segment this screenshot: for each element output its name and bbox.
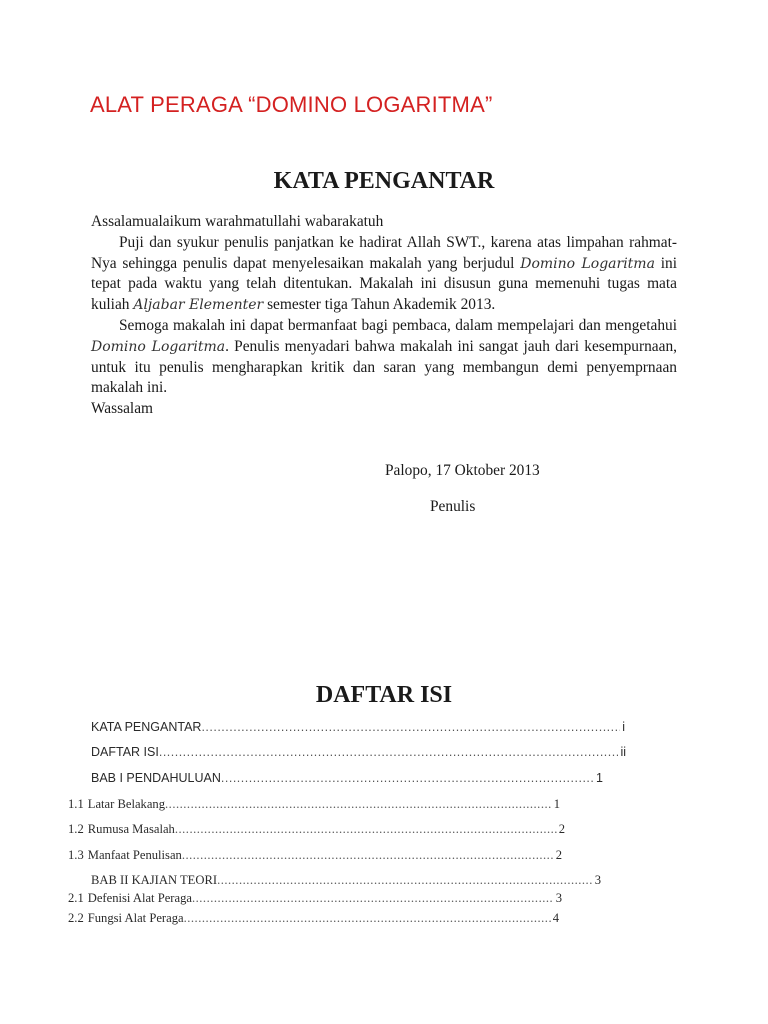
toc-entry-label: KATA PENGANTAR <box>91 720 202 734</box>
toc-entry-number: 1.3 <box>68 848 84 862</box>
toc-leader-dots <box>165 797 552 812</box>
toc-leader-dots <box>201 720 620 734</box>
toc-entry-page: 1 <box>553 797 560 811</box>
paragraph-1-text-c: semester tiga Tahun Akademik 2013. <box>263 296 496 314</box>
greeting-text: Assalamualaikum warahmatullahi wabarakatuh <box>91 213 384 230</box>
paragraph-1-italic-course: Aljabar Elementer <box>133 297 264 314</box>
toc-entry-page: 3 <box>555 891 562 905</box>
toc-leader-dots <box>221 771 594 785</box>
daftar-isi-heading: DAFTAR ISI <box>315 682 453 708</box>
toc-entry-label: Manfaat Penulisan <box>87 848 182 862</box>
toc-entry-1-3[interactable] <box>68 848 562 863</box>
toc-entry-label: Rumusa Masalah <box>87 822 175 836</box>
toc-entry-page: 3 <box>594 873 601 887</box>
toc-entry-page: ii <box>620 745 626 759</box>
toc-entry-1-2[interactable] <box>68 822 565 837</box>
toc-entry-bab-2[interactable] <box>91 873 601 888</box>
toc-entry-page: i <box>622 720 625 734</box>
toc-entry-label: Fungsi Alat Peraga <box>87 911 184 925</box>
author-signature-label: Penulis <box>430 498 476 515</box>
toc-entry-number: 1.2 <box>68 822 84 836</box>
toc-entry-label: BAB II KAJIAN TEORI <box>91 873 218 887</box>
toc-entry-kata-pengantar[interactable] <box>91 720 625 734</box>
toc-entry-bab-1[interactable] <box>91 771 603 785</box>
place-date: Palopo, 17 Oktober 2013 <box>385 462 540 479</box>
paragraph-2-text-b: . Penulis menyadari bahwa makalah ini sangat jauh dari kesempurnaan, untuk itu penulis mengharapkan kritik dan saran yang membangun demi penyemprnaan makalah ini. <box>91 337 677 397</box>
paragraph-2-italic-title: Domino Logaritma <box>91 338 226 355</box>
kata-pengantar-body <box>91 212 677 420</box>
toc-entry-label: DAFTAR ISI <box>91 745 159 759</box>
toc-leader-dots <box>175 822 557 837</box>
toc-leader-dots <box>182 848 554 863</box>
toc-entry-label: Defenisi Alat Peraga <box>87 891 192 905</box>
toc-entry-number: 2.1 <box>68 891 84 905</box>
toc-entry-page: 1 <box>596 771 603 785</box>
toc-entry-daftar-isi[interactable] <box>91 745 626 759</box>
toc-entry-label: Latar Belakang <box>87 797 166 811</box>
toc-entry-page: 2 <box>555 848 562 862</box>
toc-entry-page: 4 <box>552 911 559 925</box>
paragraph-1-text-a: Puji dan syukur penulis panjatkan ke hadirat Allah SWT., karena atas limpahan rahmat-Nya sehingga penulis dapat menyelesaikan makalah yang berjudul <box>91 233 677 272</box>
toc-leader-dots <box>192 891 554 906</box>
toc-entry-2-1[interactable] <box>68 891 562 906</box>
toc-entry-page: 2 <box>558 822 565 836</box>
toc-entry-number: 1.1 <box>68 797 84 811</box>
paragraph-1-text-b: ini tepat pada waktu yang telah ditentukan. Makalah ini disusun guna memenuhi tugas mata kuliah <box>91 254 677 314</box>
toc-entry-2-2[interactable] <box>68 911 559 926</box>
paragraph-2 <box>91 316 677 399</box>
toc-entry-label: BAB I PENDAHULUAN <box>91 771 221 785</box>
toc-leader-dots <box>159 745 619 759</box>
paragraph-1 <box>91 233 677 316</box>
kata-pengantar-heading: KATA PENGANTAR <box>273 168 495 194</box>
closing-text: Wassalam <box>91 400 154 418</box>
paragraph-1-italic-title: Domino Logaritma <box>520 255 655 272</box>
toc-entry-number: 2.2 <box>68 911 84 925</box>
paragraph-2-text-a: Semoga makalah ini dapat bermanfaat bagi pembaca, dalam mempelajari dan mengetahui <box>119 316 677 334</box>
toc-entry-1-1[interactable] <box>68 797 560 812</box>
toc-leader-dots <box>184 911 551 926</box>
document-title: ALAT PERAGA “DOMINO LOGARITMA” <box>90 92 493 117</box>
toc-leader-dots <box>217 873 593 888</box>
